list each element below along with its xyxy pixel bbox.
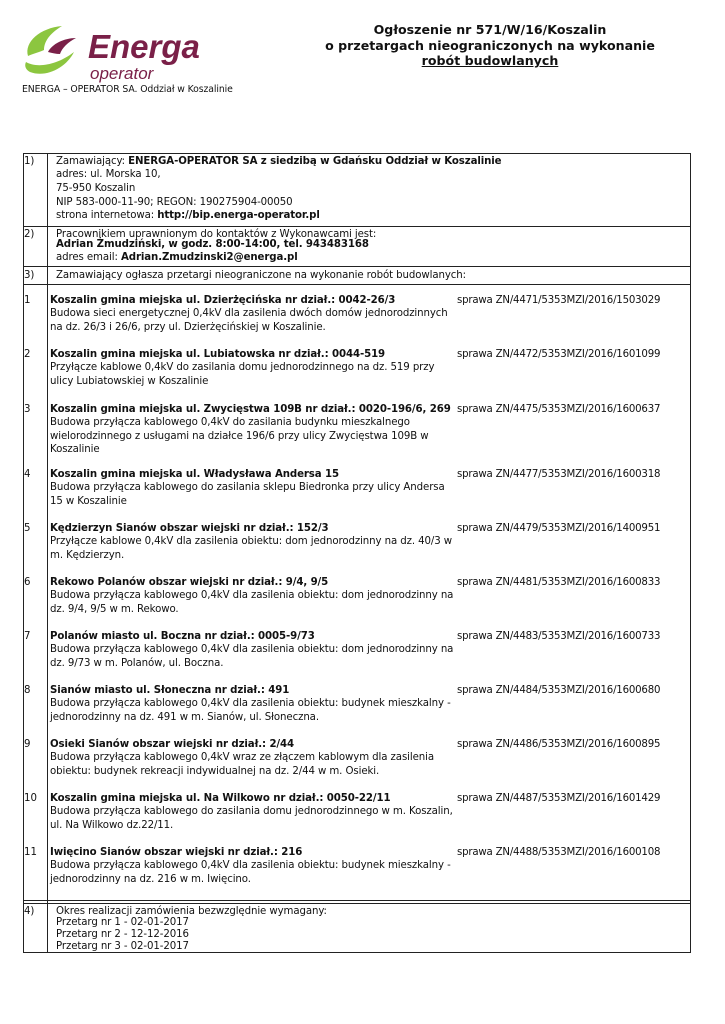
tender-description: Budowa przyłącza kablowego 0,4kV do zasilania budynku mieszkalnego wielorodzinnego z usługami na działce 196/6 przy ulicy Zwycięstwa 109B w Koszalinie [50, 417, 429, 456]
tender-title: Koszalin gmina miejska ul. Władysława Andersa 15 [50, 469, 339, 480]
tender-case-number: sprawa ZN/4481/5353MZI/2016/1600833 [457, 577, 661, 588]
tender-title: Sianów miasto ul. Słoneczna nr dział.: 491 [50, 685, 290, 696]
tender-case-number: sprawa ZN/4487/5353MZI/2016/1601429 [457, 793, 661, 804]
tender-description: Przyłącze kablowe 0,4kV do zasilania domu jednorodzinnego na dz. 519 przy ulicy Lubiatowskiej w Koszalinie [50, 362, 435, 387]
tender-description: Budowa przyłącza kablowego 0,4kV dla zasilenia obiektu: budynek mieszkalny - jednorodzinny na dz. 491 w m. Sianów, ul. Słoneczna. [50, 698, 451, 723]
tender-description: Przyłącze kablowe 0,4kV dla zasilenia obiektu: dom jednorodzinny na dz. 40/3 w m. Kędzierzyn. [50, 536, 452, 561]
deadline-line: Przetarg nr 1 - 02-01-2017 [56, 917, 189, 928]
tender-description: Budowa przyłącza kablowego 0,4kV dla zasilenia obiektu: dom jednorodzinny na dz. 9/4, 9/5 w m. Rekowo. [50, 590, 454, 615]
email-label: adres email: [56, 252, 121, 263]
tender-case-number: sprawa ZN/4471/5353MZI/2016/1503029 [457, 295, 661, 306]
address: adres: ul. Morska 10, [56, 169, 161, 180]
contact-email [56, 251, 298, 265]
page-title [300, 22, 680, 69]
column-divider [47, 153, 48, 953]
title-line-3: robót budowlanych [421, 53, 559, 68]
section-number: 4) [24, 906, 35, 917]
tender-description: Budowa przyłącza kablowego 0,4kV dla zasilenia obiektu: dom jednorodzinny na dz. 9/73 w m. Polanów, ul. Boczna. [50, 644, 454, 669]
tender-title: Osieki Sianów obszar wiejski nr dział.: 2/44 [50, 739, 295, 750]
tender-case-number: sprawa ZN/4483/5353MZI/2016/1600733 [457, 631, 661, 642]
email-link[interactable]: Adrian.Zmudzinski2@energa.pl [120, 252, 298, 263]
website-link[interactable]: http://bip.energa-operator.pl [157, 210, 320, 221]
tender-title: Koszalin gmina miejska ul. Zwycięstwa 109B nr dział.: 0020-196/6, 269 [50, 404, 451, 415]
tender-title: Polanów miasto ul. Boczna nr dział.: 0005-9/73 [50, 631, 315, 642]
tender-number: 10 [24, 793, 37, 804]
website [56, 209, 320, 223]
row-divider [23, 903, 691, 904]
section-number: 2) [24, 229, 35, 240]
tender-title: Iwięcino Sianów obszar wiejski nr dział.: 216 [50, 847, 303, 858]
row-divider [23, 266, 691, 267]
contact-intro: Pracownikiem uprawnionym do kontaktów z Wykonawcami jest: [56, 229, 377, 240]
website-label: strona internetowa: [56, 210, 158, 221]
tax-ids: NIP 583-000-11-90; REGON: 190275904-00050 [56, 197, 293, 208]
tender-case-number: sprawa ZN/4479/5353MZI/2016/1400951 [457, 523, 661, 534]
tender-case-number: sprawa ZN/4472/5353MZI/2016/1601099 [457, 349, 661, 360]
tender-number: 2 [24, 349, 31, 360]
title-line-2: o przetargach nieograniczonych na wykonanie [325, 37, 655, 53]
row-divider [23, 900, 691, 901]
tender-number: 8 [24, 685, 31, 696]
tender-title: Rekowo Polanów obszar wiejski nr dział.: 9/4, 9/5 [50, 577, 329, 588]
tender-number: 7 [24, 631, 31, 642]
tender-number: 1 [24, 295, 31, 306]
tender-number: 11 [24, 847, 37, 858]
tender-title: Koszalin gmina miejska ul. Dzierżęcińska nr dział.: 0042-26/3 [50, 295, 396, 306]
tender-case-number: sprawa ZN/4486/5353MZI/2016/1600895 [457, 739, 661, 750]
tender-number: 6 [24, 577, 31, 588]
section-number: 3) [24, 270, 35, 281]
tender-description: Budowa przyłącza kablowego 0,4kV dla zasilenia obiektu: budynek mieszkalny - jednorodzinny na dz. 216 w m. Iwięcino. [50, 860, 451, 885]
section-number: 1) [24, 156, 35, 167]
ordering-party [56, 155, 502, 169]
logo-text: Energa [88, 28, 200, 65]
tender-title: Koszalin gmina miejska ul. Na Wilkowo nr dział.: 0050-22/11 [50, 793, 391, 804]
tender-number: 3 [24, 404, 31, 415]
energa-swoosh-icon [22, 22, 222, 84]
tender-case-number: sprawa ZN/4484/5353MZI/2016/1600680 [457, 685, 661, 696]
tender-case-number: sprawa ZN/4475/5353MZI/2016/1600637 [457, 404, 661, 415]
logo-subtext: operator [90, 64, 154, 83]
branch-line: ENERGA – OPERATOR SA. Oddział w Koszalinie [22, 84, 233, 95]
contact-person: Adrian Żmudziński, w godz. 8:00-14:00, tel. 943483168 [56, 239, 369, 250]
tender-title: Kędzierzyn Sianów obszar wiejski nr dział.: 152/3 [50, 523, 329, 534]
tender-description: Budowa sieci energetycznej 0,4kV dla zasilenia dwóch domów jednorodzinnych na dz. 26/3 i 26/6, przy ul. Dzierżęcińskiej w Koszalinie. [50, 308, 448, 333]
tender-number: 9 [24, 739, 31, 750]
row-divider [23, 226, 691, 227]
tender-number: 5 [24, 523, 31, 534]
ordering-party-label: Zamawiający: [56, 156, 129, 167]
tender-case-number: sprawa ZN/4477/5353MZI/2016/1600318 [457, 469, 661, 480]
tender-description: Budowa przyłącza kablowego 0,4kV wraz ze złączem kablowym dla zasilenia obiektu: budynek rekreacji indywidualnej na dz. 2/44 w m. Osieki. [50, 752, 435, 777]
deadline-line: Przetarg nr 3 - 02-01-2017 [56, 941, 189, 952]
deadline-intro: Okres realizacji zamówienia bezwzględnie wymagany: [56, 906, 327, 917]
title-line-1: Ogłoszenie nr 571/W/16/Koszalin [373, 22, 607, 37]
tender-number: 4 [24, 469, 31, 480]
tenders-intro: Zamawiający ogłasza przetargi nieograniczone na wykonanie robót budowlanych: [56, 270, 466, 281]
deadline-line: Przetarg nr 2 - 12-12-2016 [56, 929, 189, 940]
tender-description: Budowa przyłącza kablowego do zasilania domu jednorodzinnego w m. Koszalin, ul. Na Wilkowo dz.22/11. [50, 806, 453, 831]
tender-description: Budowa przyłącza kablowego do zasilania sklepu Biedronka przy ulicy Andersa 15 w Koszalinie [50, 482, 445, 507]
postal-code: 75-950 Koszalin [56, 183, 136, 194]
tender-title: Koszalin gmina miejska ul. Lubiatowska nr dział.: 0044-519 [50, 349, 386, 360]
energa-logo [22, 22, 222, 84]
row-divider [23, 284, 691, 285]
tender-case-number: sprawa ZN/4488/5353MZI/2016/1600108 [457, 847, 661, 858]
ordering-party-name: ENERGA-OPERATOR SA z siedzibą w Gdańsku Oddział w Koszalinie [128, 156, 502, 167]
